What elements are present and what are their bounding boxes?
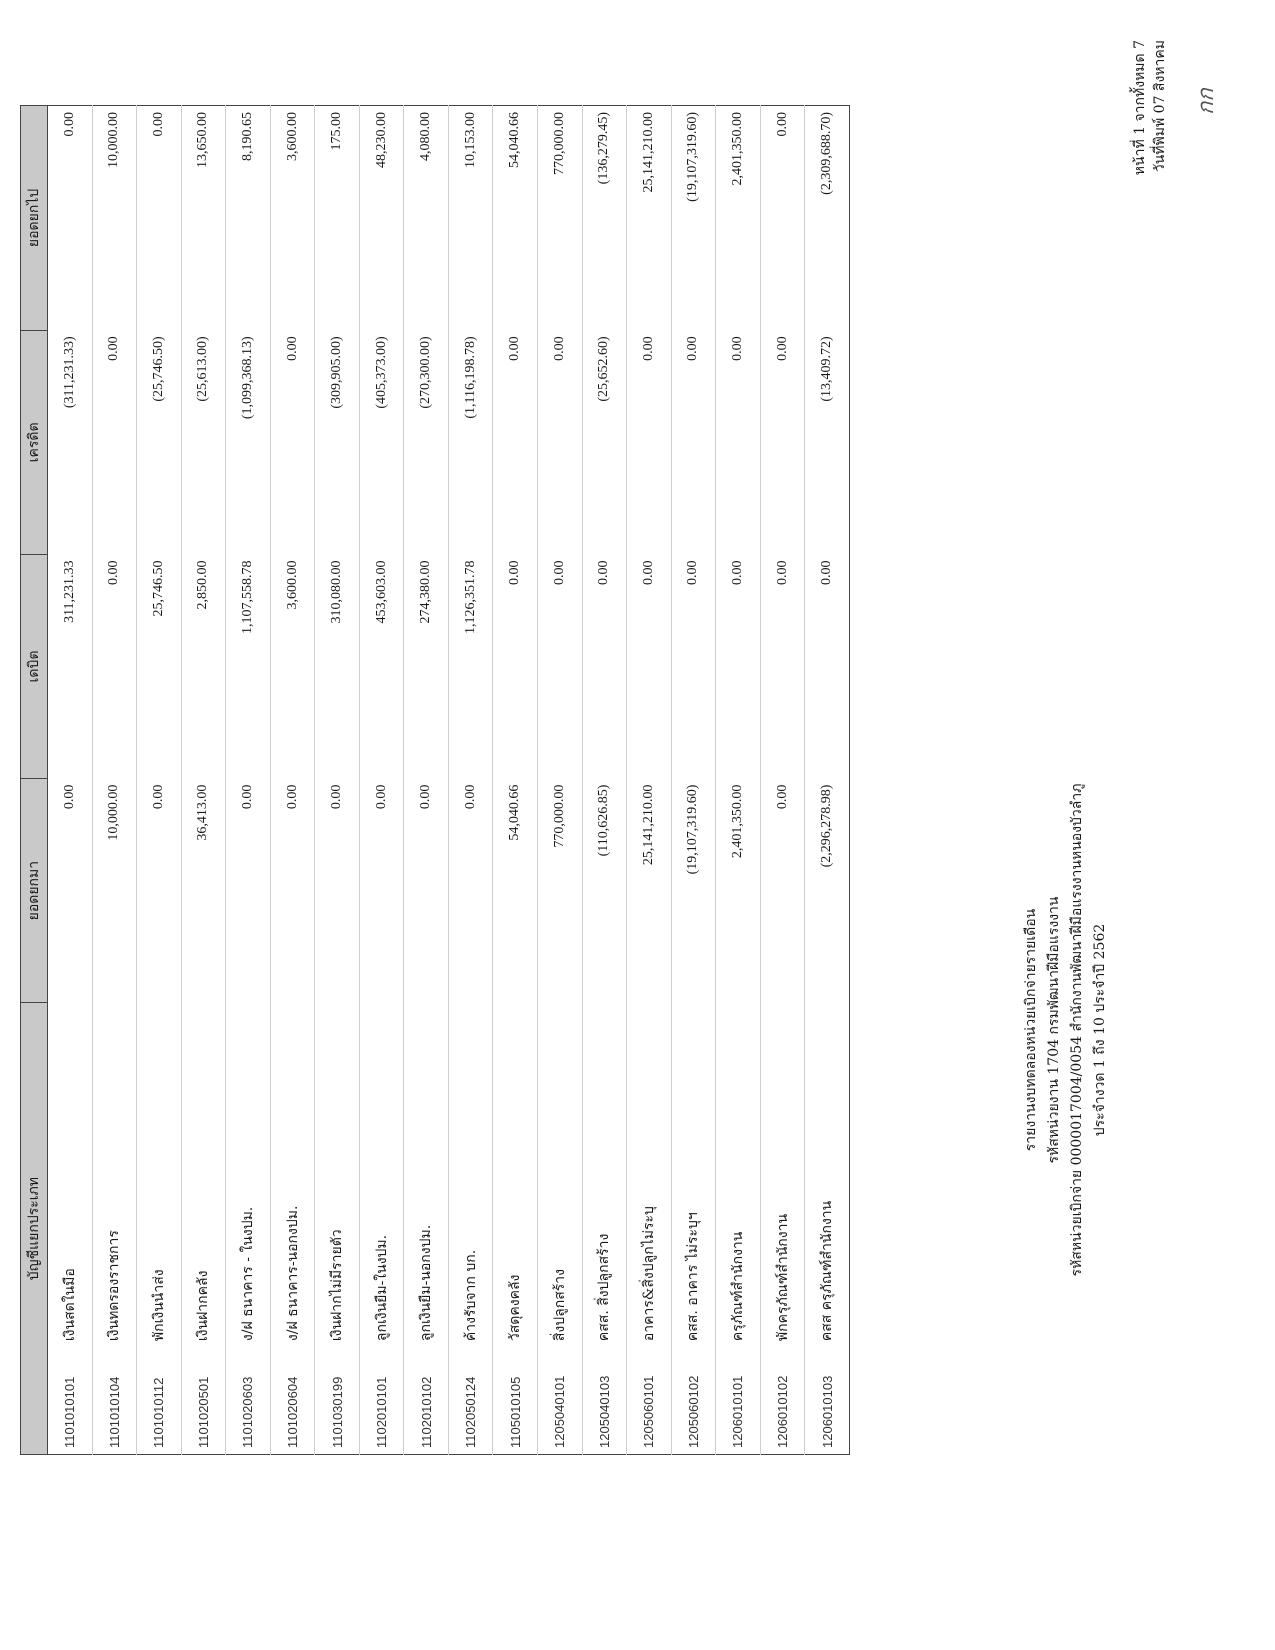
debit-cell: 0.00 bbox=[582, 554, 627, 778]
account-code: 1102010102 bbox=[404, 1347, 449, 1454]
table-row bbox=[671, 106, 716, 1455]
table-row bbox=[137, 106, 182, 1455]
brought-forward-cell: 0.00 bbox=[404, 779, 449, 1003]
report-title: รายงานงบทดลองหน่วยเบิกจ่ายรายเดือน bbox=[1023, 908, 1039, 1152]
disbursement-unit-line: รหัสหน่วยเบิกจ่าย 0000017004/0054 สำนักงานพัฒนาฝีมือแรงงานหนองบัวลำภู bbox=[1069, 783, 1085, 1277]
account-name: ง/ฝ ธนาคาร - ในงปม. bbox=[226, 1003, 271, 1347]
brought-forward-cell: 770,000.00 bbox=[538, 779, 583, 1003]
debit-cell: 453,603.00 bbox=[359, 554, 404, 778]
table-row bbox=[716, 106, 761, 1455]
account-name: สิ่งปลูกสร้าง bbox=[538, 1003, 583, 1347]
table-header-row bbox=[21, 106, 48, 1455]
credit-cell: 0.00 bbox=[760, 330, 805, 554]
debit-cell: 311,231.33 bbox=[48, 554, 93, 778]
credit-cell: (25,613.00) bbox=[181, 330, 226, 554]
debit-cell: 0.00 bbox=[538, 554, 583, 778]
credit-cell: 0.00 bbox=[270, 330, 315, 554]
credit-cell: (309,905.00) bbox=[315, 330, 360, 554]
brought-forward-cell: 54,040.66 bbox=[493, 779, 538, 1003]
carried-forward-cell: (136,279.45) bbox=[582, 106, 627, 331]
account-code: 1205040103 bbox=[582, 1347, 627, 1454]
table-row bbox=[493, 106, 538, 1455]
debit-cell: 1,126,351.78 bbox=[448, 554, 493, 778]
account-code: 1205060102 bbox=[671, 1347, 716, 1454]
credit-cell: (13,409.72) bbox=[805, 330, 850, 554]
print-meta bbox=[1130, 40, 1170, 260]
credit-cell: (1,116,198.78) bbox=[448, 330, 493, 554]
account-code: 1101010101 bbox=[48, 1347, 93, 1454]
carried-forward-cell: 3,600.00 bbox=[270, 106, 315, 331]
col-header-brought-forward: ยอดยกมา bbox=[21, 779, 48, 1003]
credit-cell: 0.00 bbox=[671, 330, 716, 554]
account-name: เงินฝากไม่มีรายตัว bbox=[315, 1003, 360, 1347]
credit-cell: 0.00 bbox=[538, 330, 583, 554]
debit-cell: 1,107,558.78 bbox=[226, 554, 271, 778]
table-row bbox=[538, 106, 583, 1455]
carried-forward-cell: 175.00 bbox=[315, 106, 360, 331]
carried-forward-cell: 0.00 bbox=[760, 106, 805, 331]
brought-forward-cell: 0.00 bbox=[226, 779, 271, 1003]
account-code: 1206010103 bbox=[805, 1347, 850, 1454]
account-code: 1101020603 bbox=[226, 1347, 271, 1454]
account-code: 1105010105 bbox=[493, 1347, 538, 1454]
brought-forward-cell: (110,626.85) bbox=[582, 779, 627, 1003]
carried-forward-cell: 2,401,350.00 bbox=[716, 106, 761, 331]
table-row bbox=[760, 106, 805, 1455]
credit-cell: 0.00 bbox=[627, 330, 672, 554]
account-name: ครุภัณฑ์สำนักงาน bbox=[716, 1003, 761, 1347]
account-name: ค้างรับจาก บก. bbox=[448, 1003, 493, 1347]
handwritten-page-mark: กก bbox=[1194, 88, 1219, 115]
account-name: ง/ฝ ธนาคาร-นอกงปม. bbox=[270, 1003, 315, 1347]
carried-forward-cell: 54,040.66 bbox=[493, 106, 538, 331]
account-code: 1101010104 bbox=[92, 1347, 137, 1454]
credit-cell: (270,300.00) bbox=[404, 330, 449, 554]
table-row bbox=[582, 106, 627, 1455]
account-name: อาคาร&สิ่งปลูกไม่ระบุ bbox=[627, 1003, 672, 1347]
credit-cell: 0.00 bbox=[92, 330, 137, 554]
account-code: 1101020501 bbox=[181, 1347, 226, 1454]
credit-cell: 0.00 bbox=[493, 330, 538, 554]
account-name: วัสดุคงคลัง bbox=[493, 1003, 538, 1347]
account-code: 1206010101 bbox=[716, 1347, 761, 1454]
carried-forward-cell: 10,000.00 bbox=[92, 106, 137, 331]
table-row bbox=[448, 106, 493, 1455]
report-header bbox=[1020, 680, 1112, 1380]
table-row bbox=[270, 106, 315, 1455]
debit-cell: 3,600.00 bbox=[270, 554, 315, 778]
table-row bbox=[805, 106, 850, 1455]
debit-cell: 0.00 bbox=[760, 554, 805, 778]
carried-forward-cell: 770,000.00 bbox=[538, 106, 583, 331]
carried-forward-cell: (2,309,688.70) bbox=[805, 106, 850, 331]
brought-forward-cell: 25,141,210.00 bbox=[627, 779, 672, 1003]
account-code: 1101020604 bbox=[270, 1347, 315, 1454]
print-date: วันที่พิมพ์ 07 สิงหาคม bbox=[1152, 40, 1168, 173]
carried-forward-cell: (19,107,319.60) bbox=[671, 106, 716, 331]
period-line: ประจำงวด 1 ถึง 10 ประจำปี 2562 bbox=[1092, 923, 1108, 1137]
brought-forward-cell: 36,413.00 bbox=[181, 779, 226, 1003]
debit-cell: 0.00 bbox=[805, 554, 850, 778]
carried-forward-cell: 0.00 bbox=[48, 106, 93, 331]
carried-forward-cell: 13,650.00 bbox=[181, 106, 226, 331]
account-code: 1101010112 bbox=[137, 1347, 182, 1454]
debit-cell: 0.00 bbox=[716, 554, 761, 778]
brought-forward-cell: (19,107,319.60) bbox=[671, 779, 716, 1003]
brought-forward-cell: 0.00 bbox=[448, 779, 493, 1003]
credit-cell: (311,231.33) bbox=[48, 330, 93, 554]
credit-cell: (1,099,368.13) bbox=[226, 330, 271, 554]
account-name: คสส. สิ่งปลูกสร้าง bbox=[582, 1003, 627, 1347]
table-row bbox=[92, 106, 137, 1455]
brought-forward-cell: 0.00 bbox=[137, 779, 182, 1003]
brought-forward-cell: 0.00 bbox=[359, 779, 404, 1003]
account-name: เงินทดรองราชการ bbox=[92, 1003, 137, 1347]
table-row bbox=[627, 106, 672, 1455]
account-name: คสส. อาคาร ไม่ระบุฯ bbox=[671, 1003, 716, 1347]
table-row bbox=[359, 106, 404, 1455]
carried-forward-cell: 0.00 bbox=[137, 106, 182, 331]
col-header-account: บัญชีแยกประเภท bbox=[21, 1003, 48, 1455]
brought-forward-cell: 0.00 bbox=[48, 779, 93, 1003]
account-name: ลูกเงินยืม-นอกงปม. bbox=[404, 1003, 449, 1347]
trial-balance-table bbox=[20, 105, 850, 1455]
account-name: พักเงินนำส่ง bbox=[137, 1003, 182, 1347]
account-code: 1205060101 bbox=[627, 1347, 672, 1454]
debit-cell: 274,380.00 bbox=[404, 554, 449, 778]
account-name: คสส ครุภัณฑ์สำนักงาน bbox=[805, 1003, 850, 1347]
credit-cell: (25,746.50) bbox=[137, 330, 182, 554]
col-header-debit: เดบิต bbox=[21, 554, 48, 778]
debit-cell: 25,746.50 bbox=[137, 554, 182, 778]
brought-forward-cell: 0.00 bbox=[315, 779, 360, 1003]
account-code: 1102010101 bbox=[359, 1347, 404, 1454]
account-name: พักครุภัณฑ์สำนักงาน bbox=[760, 1003, 805, 1347]
carried-forward-cell: 8,190.65 bbox=[226, 106, 271, 331]
brought-forward-cell: 0.00 bbox=[760, 779, 805, 1003]
table-row bbox=[48, 106, 93, 1455]
carried-forward-cell: 48,230.00 bbox=[359, 106, 404, 331]
account-code: 1205040101 bbox=[538, 1347, 583, 1454]
table-row bbox=[315, 106, 360, 1455]
debit-cell: 2,850.00 bbox=[181, 554, 226, 778]
carried-forward-cell: 4,080.00 bbox=[404, 106, 449, 331]
table-row bbox=[181, 106, 226, 1455]
account-code: 1102050124 bbox=[448, 1347, 493, 1454]
credit-cell: 0.00 bbox=[716, 330, 761, 554]
account-code: 1206010102 bbox=[760, 1347, 805, 1454]
account-name: เงินสดในมือ bbox=[48, 1003, 93, 1347]
credit-cell: (405,373.00) bbox=[359, 330, 404, 554]
brought-forward-cell: 0.00 bbox=[270, 779, 315, 1003]
brought-forward-cell: (2,296,278.98) bbox=[805, 779, 850, 1003]
carried-forward-cell: 10,153.00 bbox=[448, 106, 493, 331]
account-name: ลูกเงินยืม-ในงปม. bbox=[359, 1003, 404, 1347]
table-row bbox=[226, 106, 271, 1455]
debit-cell: 0.00 bbox=[627, 554, 672, 778]
account-code: 1101030199 bbox=[315, 1347, 360, 1454]
brought-forward-cell: 10,000.00 bbox=[92, 779, 137, 1003]
page-number: หน้าที่ 1 จากทั้งหมด 7 bbox=[1132, 40, 1148, 176]
debit-cell: 0.00 bbox=[493, 554, 538, 778]
carried-forward-cell: 25,141,210.00 bbox=[627, 106, 672, 331]
debit-cell: 0.00 bbox=[671, 554, 716, 778]
debit-cell: 310,080.00 bbox=[315, 554, 360, 778]
col-header-credit: เครดิต bbox=[21, 330, 48, 554]
col-header-carried-forward: ยอดยกไป bbox=[21, 106, 48, 331]
credit-cell: (25,652.60) bbox=[582, 330, 627, 554]
brought-forward-cell: 2,401,350.00 bbox=[716, 779, 761, 1003]
table-row bbox=[404, 106, 449, 1455]
debit-cell: 0.00 bbox=[92, 554, 137, 778]
agency-line: รหัสหน่วยงาน 1704 กรมพัฒนาฝีมือแรงงาน bbox=[1046, 896, 1062, 1164]
account-name: เงินฝากคลัง bbox=[181, 1003, 226, 1347]
